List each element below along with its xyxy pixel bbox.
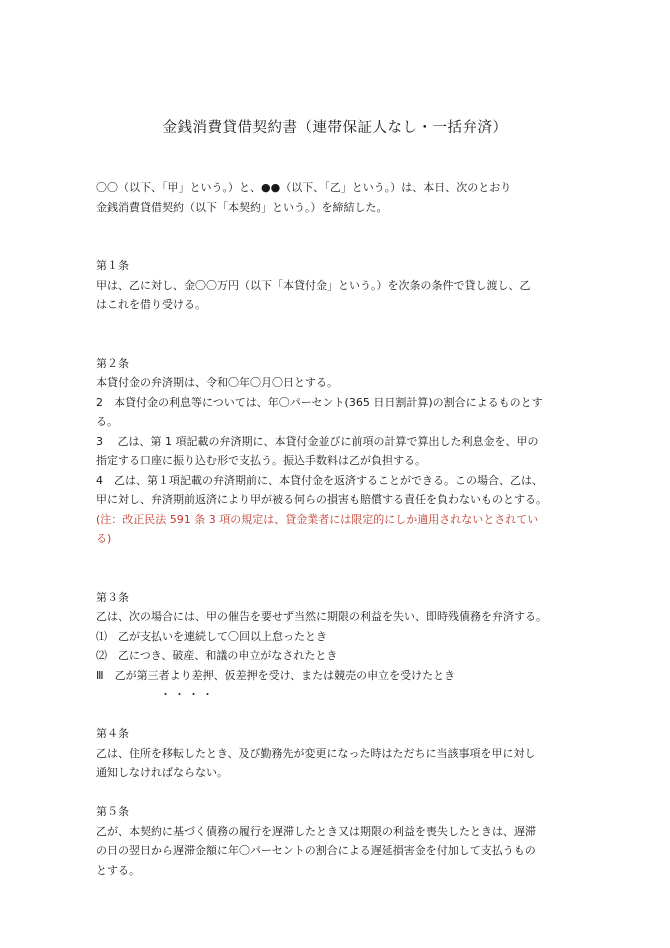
article-line: 指定する口座に振り込む形で支払う。振込手数料は乙が負担する。 — [96, 454, 426, 467]
article-line: の日の翌日から遅滞金額に年〇パーセントの割合による遅延損害金を付加して支払うもの — [96, 844, 536, 857]
article-4 — [96, 724, 586, 783]
document-title: 金銭消費貸借契約書（連帯保証人なし・一括弁済） — [162, 120, 508, 136]
spacer — [96, 705, 586, 725]
article-line: はこれを借り受ける。 — [96, 298, 206, 311]
spacer — [96, 217, 586, 237]
list-item: Ⅲ 乙が第三者より差押、仮差押を受け、または競売の申立を受けたとき — [96, 668, 456, 682]
article-line: る。 — [96, 415, 118, 428]
article-3 — [96, 588, 586, 705]
ellipsis-dots: ・・・・ — [160, 688, 216, 701]
preamble-line: 〇〇（以下、「甲」という。）と、●●（以下、「乙」という。）は、本日、次のとおり — [96, 181, 512, 194]
article-line: 2 本貸付金の利息等については、年〇パーセント(365 日日割計算)の割合によるものとす — [96, 395, 543, 409]
article-5 — [96, 802, 586, 880]
article-heading: 第１条 — [96, 259, 129, 272]
list-item: ⑴ 乙が支払いを連続して〇回以上怠ったとき — [96, 629, 327, 643]
article-line: 本貸付金の弁済期は、令和〇年〇月〇日とする。 — [96, 376, 338, 389]
article-2 — [96, 354, 586, 549]
article-line: 通知しなければならない。 — [96, 766, 228, 779]
spacer — [96, 237, 586, 257]
spacer — [96, 315, 586, 335]
article-line: 3 乙は、第 1 項記載の弁済期に、本貸付金並びに前項の計算で算出した利息金を、甲の — [96, 434, 539, 448]
article-heading: 第５条 — [96, 805, 129, 818]
article-heading: 第３条 — [96, 590, 129, 604]
article-line: 甲は、乙に対し、金〇〇万円（以下「本貸付金」という。）を次条の条件で貸し渡し、乙 — [96, 278, 531, 292]
article-heading: 第２条 — [96, 356, 129, 370]
preamble-line: 金銭消費貸借契約（以下「本契約」という。）を締結した。 — [96, 200, 388, 214]
article-line: 乙は、住所を移転したとき、及び勤務先が変更になった時はただちに当該事項を甲に対し — [96, 746, 536, 760]
spacer — [96, 334, 586, 354]
spacer — [96, 549, 586, 569]
article-heading: 第４条 — [96, 727, 129, 740]
article-line: とする。 — [96, 863, 140, 877]
article-line: 甲に対し、弁済期前返済により甲が被る何らの損害も賠償する責任を負わないものとする。 — [96, 493, 547, 506]
article-1 — [96, 256, 586, 315]
list-item: ⑵ 乙につき、破産、和議の申立がなされたとき — [96, 649, 338, 662]
legal-note: る) — [96, 532, 112, 545]
article-line: 4 乙は、第１項記載の弁済期前に、本貸付金を返済することができる。この場合、乙は、 — [96, 473, 543, 487]
spacer — [96, 568, 586, 588]
legal-note: (注：改正民法 591 条 3 項の規定は、貸金業者には限定的にしか適用されないとされてい — [96, 512, 539, 526]
spacer — [96, 783, 586, 803]
document-body — [96, 178, 586, 880]
preamble — [96, 178, 586, 217]
article-line: 乙が、本契約に基づく債務の履行を遅滞したとき又は期限の利益を喪失したときは、遅滞 — [96, 824, 536, 838]
article-line: 乙は、次の場合には、甲の催告を要せず当然に期限の利益を失い、即時残債務を弁済する。 — [96, 610, 547, 623]
